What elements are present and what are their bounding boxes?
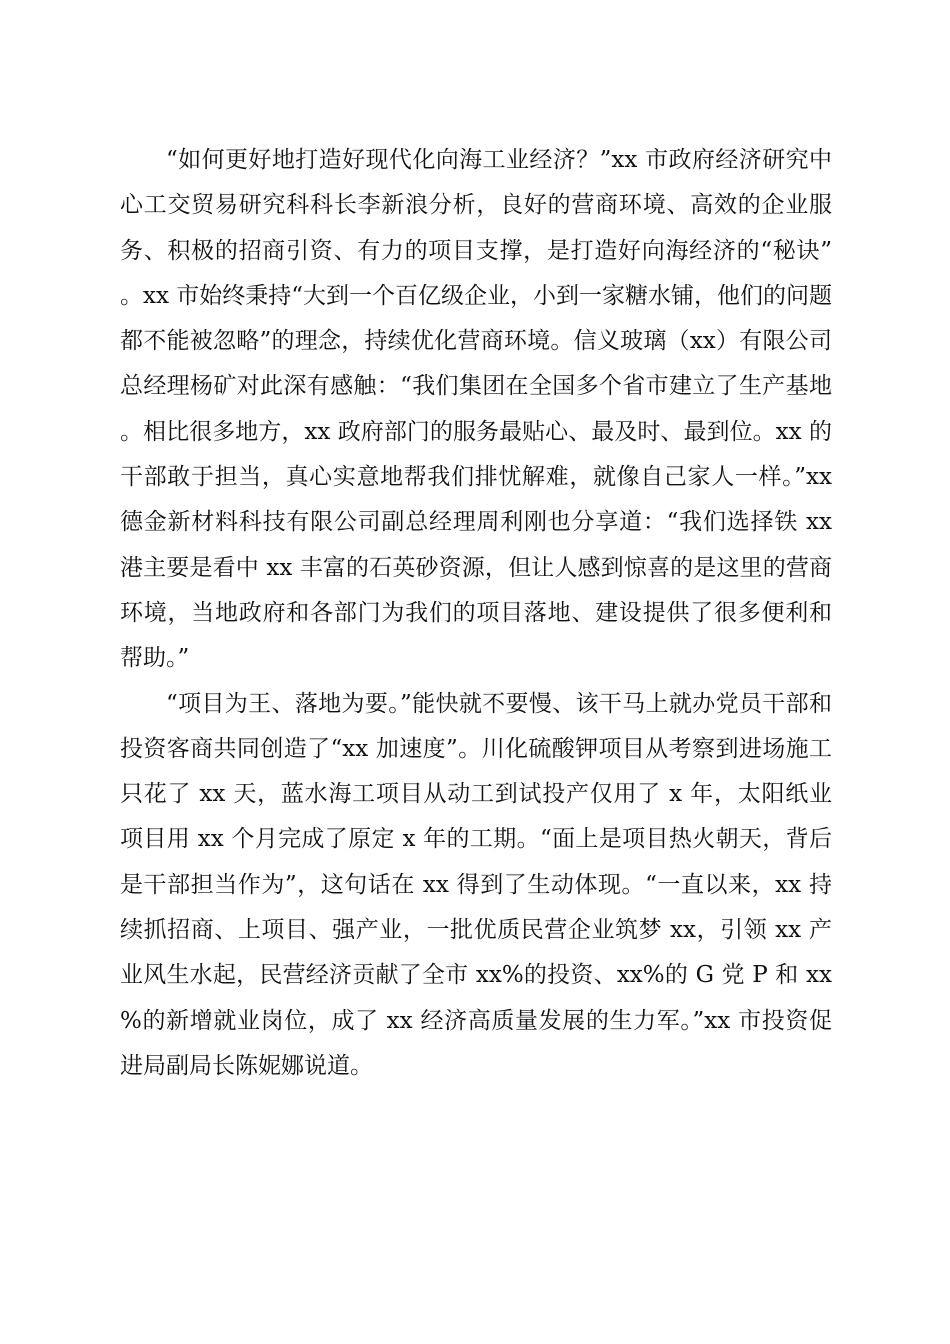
paragraph-business-environment: “如何更好地打造好现代化向海工业经济？”xx 市政府经济研究中心工交贸易研究科科长李新浪分析，良好的营商环境、高效的企业服务、积极的招商引资、有力的项目支撑，是打造好向海经济的“秘诀”。xx 市始终秉持“大到一个百亿级企业，小到一家糖水铺，他们的问题都不能被忽略”的理念，持续优化营商环境。信义玻璃（xx）有限公司总经理杨矿对此深有感触：“我们集团在全国多个省市建立了生产基地。相比很多地方，xx 政府部门的服务最贴心、最及时、最到位。xx 的干部敢于担当，真心实意地帮我们排忧解难，就像自己家人一样。”xx 德金新材料科技有限公司副总经理周利刚也分享道：“我们选择铁 xx 港主要是看中 xx 丰富的石英砂资源，但让人感到惊喜的是这里的营商环境，当地政府和各部门为我们的项目落地、建设提供了很多便利和帮助。” xyxy=(120,147,833,672)
document-body xyxy=(120,138,832,1089)
paragraph-project-speed: “项目为王、落地为要。”能快就不要慢、该干马上就办党员干部和投资客商共同创造了“xx 加速度”。川化硫酸钾项目从考察到进场施工只花了 xx 天，蓝水海工项目从动工到试投产仅用了 x 年，太阳纸业项目用 xx 个月完成了原定 x 年的工期。“面上是项目热火朝天，背后是干部担当作为”，这句话在 xx 得到了生动体现。“一直以来，xx 持续抓招商、上项目、强产业，一批优质民营企业筑梦 xx，引领 xx 产业风生水起，民营经济贡献了全市 xx%的投资、xx%的 G 党 P 和 xx%的新增就业岗位，成了 xx 经济高质量发展的生力军。”xx 市投资促进局副局长陈妮娜说道。 xyxy=(120,690,832,1079)
